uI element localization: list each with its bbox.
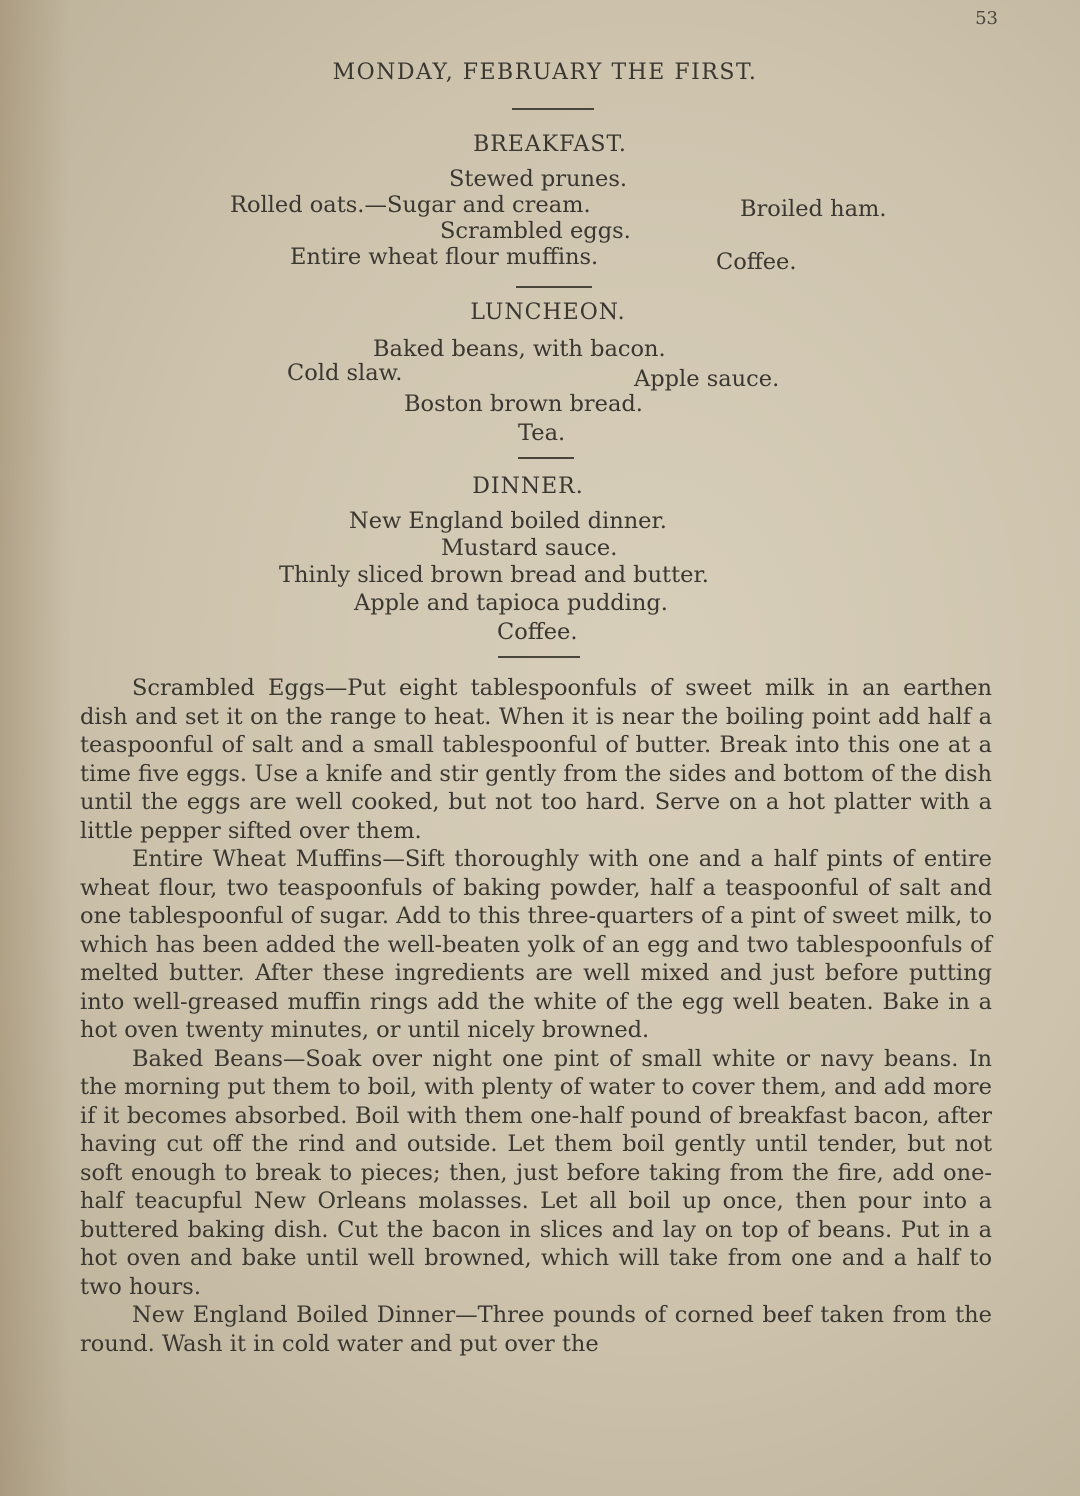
- luncheon-line: Tea.: [518, 420, 566, 446]
- breakfast-line: Stewed prunes.: [449, 166, 628, 192]
- breakfast-line: Scrambled eggs.: [440, 218, 631, 244]
- recipe-paragraph: Baked Beans—Soak over night one pint of small white or navy beans. In the morning put them to boil, with plenty of water to cover them, and add more if it becomes absorbed. Boil with them one-half pound of breakfast bacon, after having cut off the rind and outside. Let them boil gently until tender, but not soft enough to break to pieces; then, just before taking from the fire, add one-half teacupful New Orleans molasses. Let all boil up once, then pour into a buttered baking dish. Cut the bacon in slices and lay on top of beans. Put in a hot oven and bake until well browned, which will take from one and a half to two hours.: [80, 1045, 992, 1300]
- page-heading: MONDAY, FEBRUARY THE FIRST.: [332, 60, 758, 85]
- page-number: 53: [975, 8, 998, 29]
- recipe-paragraph: New England Boiled Dinner—Three pounds of corned beef taken from the round. Wash it in cold water and put over the: [80, 1302, 992, 1357]
- divider: [498, 656, 580, 658]
- divider: [518, 457, 574, 459]
- luncheon-line: Boston brown bread.: [404, 391, 643, 417]
- breakfast-line: Broiled ham.: [740, 196, 887, 222]
- luncheon-title: LUNCHEON.: [470, 300, 626, 325]
- luncheon-line: Cold slaw.: [287, 360, 403, 386]
- dinner-line: Apple and tapioca pudding.: [354, 590, 668, 616]
- divider: [516, 286, 592, 288]
- dinner-line: Mustard sauce.: [441, 535, 618, 561]
- divider: [512, 108, 594, 110]
- breakfast-line: Entire wheat flour muffins.: [290, 244, 599, 270]
- dinner-line: Thinly sliced brown bread and butter.: [279, 562, 709, 588]
- breakfast-title: BREAKFAST.: [473, 132, 627, 157]
- dinner-line: New England boiled dinner.: [349, 508, 667, 534]
- dinner-title: DINNER.: [472, 474, 584, 499]
- luncheon-line: Apple sauce.: [634, 366, 780, 392]
- dinner-line: Coffee.: [497, 619, 578, 645]
- luncheon-line: Baked beans, with bacon.: [373, 336, 666, 362]
- breakfast-line: Rolled oats.—Sugar and cream.: [230, 192, 591, 218]
- recipe-paragraph: Scrambled Eggs—Put eight tablespoonfuls of sweet milk in an earthen dish and set it on the range to heat. When it is near the boiling point add half a teaspoonful of salt and a small tablespoonful of butter. Break into this one at a time five eggs. Use a knife and stir gently from the sides and bottom of the dish until the eggs are well cooked, but not too hard. Serve on a hot platter with a little pepper sifted over them.: [80, 675, 992, 844]
- recipes-text: [80, 674, 992, 1358]
- recipe-paragraph: Entire Wheat Muffins—Sift thoroughly with one and a half pints of entire wheat flour, two teaspoonfuls of baking powder, half a teaspoonful of salt and one tablespoonful of sugar. Add to this three-quarters of a pint of sweet milk, to which has been added the well-beaten yolk of an egg and two tablespoonfuls of melted butter. After these ingredients are well mixed and just before putting into well-greased muffin rings add the white of the egg well beaten. Bake in a hot oven twenty minutes, or until nicely browned.: [80, 846, 992, 1043]
- breakfast-line: Coffee.: [716, 249, 797, 275]
